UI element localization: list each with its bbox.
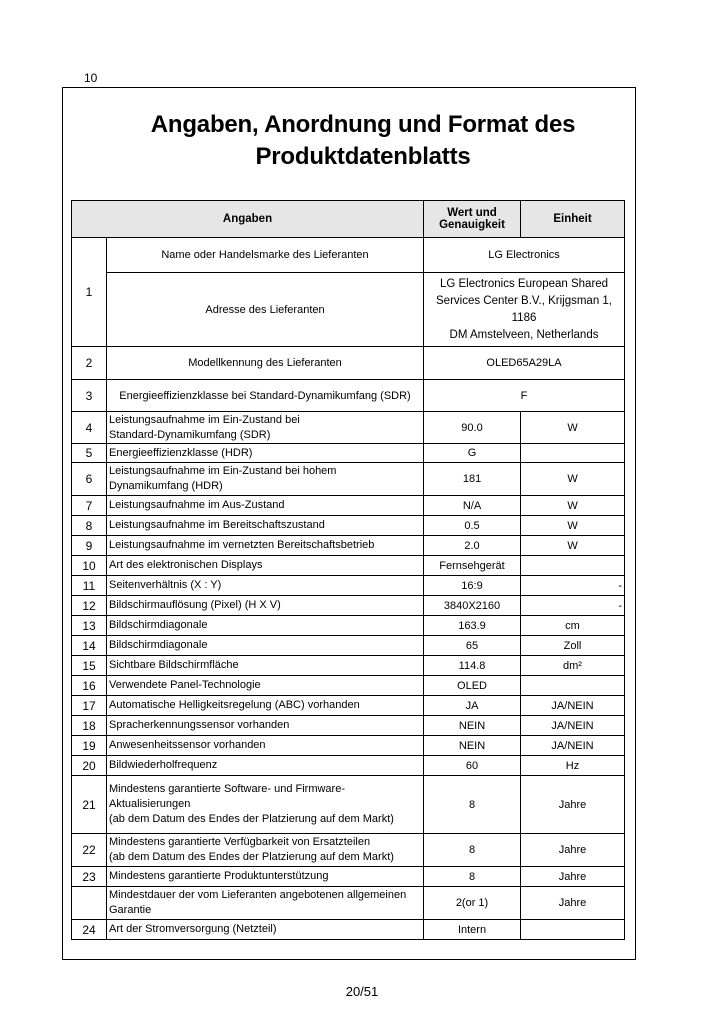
row-label: Sichtbare Bildschirmfläche [107, 656, 424, 676]
row-unit: Hz [521, 756, 625, 776]
row-label: Bildschirmdiagonale [107, 616, 424, 636]
row-unit: Jahre [521, 834, 625, 867]
row-label: Art des elektronischen Displays [107, 556, 424, 576]
row-number: 8 [72, 516, 107, 536]
row-value: NEIN [424, 716, 521, 736]
row-number: 2 [72, 347, 107, 380]
row-number: 23 [72, 867, 107, 887]
row-value: 65 [424, 636, 521, 656]
table-row [72, 444, 625, 463]
row-unit: W [521, 536, 625, 556]
row-number: 3 [72, 380, 107, 412]
row-unit: - [521, 596, 625, 616]
row-value: 8 [424, 834, 521, 867]
row-value: 163.9 [424, 616, 521, 636]
header-angaben: Angaben [72, 201, 424, 238]
row-label: Verwendete Panel-Technologie [107, 676, 424, 696]
row-unit [521, 556, 625, 576]
page-number-top: 10 [84, 71, 98, 85]
row-label: Leistungsaufnahme im Aus-Zustand [107, 496, 424, 516]
row-number: 13 [72, 616, 107, 636]
table-row [72, 887, 625, 920]
table-row [72, 380, 625, 412]
table-row [72, 576, 625, 596]
row-value: 16:9 [424, 576, 521, 596]
row-label: Leistungsaufnahme im Bereitschaftszustand [107, 516, 424, 536]
row-number [72, 887, 107, 920]
row-unit: Jahre [521, 887, 625, 920]
row-label: Energieeffizienzklasse bei Standard-Dynamikumfang (SDR) [107, 380, 424, 412]
table-row [72, 867, 625, 887]
header-wert: Wert und Genauigkeit [424, 201, 521, 238]
row-label: Mindestdauer der vom Lieferanten angebotenen allgemeinen Garantie [107, 887, 424, 920]
table-row [72, 616, 625, 636]
row-unit: Zoll [521, 636, 625, 656]
row-label: Energieeffizienzklasse (HDR) [107, 444, 424, 463]
row-unit: Jahre [521, 776, 625, 834]
table-row [72, 636, 625, 656]
product-data-table [71, 200, 625, 940]
row-label: Modellkennung des Lieferanten [107, 347, 424, 380]
row-value: 90.0 [424, 412, 521, 444]
table-row [72, 412, 625, 444]
row-label: Adresse des Lieferanten [107, 273, 424, 347]
row-number: 19 [72, 736, 107, 756]
row-value: Intern [424, 920, 521, 940]
row-unit: - [521, 576, 625, 596]
row-label: Automatische Helligkeitsregelung (ABC) vorhanden [107, 696, 424, 716]
row-value: 114.8 [424, 656, 521, 676]
row-number: 18 [72, 716, 107, 736]
header-einheit: Einheit [521, 201, 625, 238]
row-number: 14 [72, 636, 107, 656]
row-value: LG Electronics European Shared Services Center B.V., Krijgsman 1, 1186 DM Amstelveen, Netherlands [424, 273, 625, 347]
row-value: OLED65A29LA [424, 347, 625, 380]
row-number: 4 [72, 412, 107, 444]
row-label: Bildschirmauflösung (Pixel) (H X V) [107, 596, 424, 616]
row-unit: W [521, 463, 625, 496]
row-number: 6 [72, 463, 107, 496]
row-value: 2.0 [424, 536, 521, 556]
table-row [72, 273, 625, 347]
page-footer-number: 20/51 [345, 984, 379, 999]
table-row [72, 656, 625, 676]
table-row [72, 776, 625, 834]
row-label: Name oder Handelsmarke des Lieferanten [107, 238, 424, 273]
row-value: 0.5 [424, 516, 521, 536]
table-row [72, 756, 625, 776]
row-number: 21 [72, 776, 107, 834]
row-number: 16 [72, 676, 107, 696]
table-row [72, 238, 625, 273]
row-label: Leistungsaufnahme im Ein-Zustand bei Standard-Dynamikumfang (SDR) [107, 412, 424, 444]
table-row [72, 834, 625, 867]
row-value: 60 [424, 756, 521, 776]
row-value: 8 [424, 776, 521, 834]
row-value: 181 [424, 463, 521, 496]
table-row [72, 920, 625, 940]
page-title: Angaben, Anordnung und Format des Produktdatenblatts [150, 111, 576, 170]
row-number: 17 [72, 696, 107, 716]
row-value: 2(or 1) [424, 887, 521, 920]
row-number: 20 [72, 756, 107, 776]
table-row [72, 716, 625, 736]
row-unit: W [521, 412, 625, 444]
row-unit: W [521, 516, 625, 536]
table-header [72, 201, 625, 238]
row-unit [521, 676, 625, 696]
row-number: 12 [72, 596, 107, 616]
row-value: Fernsehgerät [424, 556, 521, 576]
table-row [72, 596, 625, 616]
row-number: 22 [72, 834, 107, 867]
row-number: 10 [72, 556, 107, 576]
row-label: Spracherkennungssensor vorhanden [107, 716, 424, 736]
row-unit: JA/NEIN [521, 716, 625, 736]
row-number: 9 [72, 536, 107, 556]
table-row [72, 496, 625, 516]
row-unit: cm [521, 616, 625, 636]
row-unit: Jahre [521, 867, 625, 887]
table-row [72, 516, 625, 536]
row-label: Leistungsaufnahme im Ein-Zustand bei hohem Dynamikumfang (HDR) [107, 463, 424, 496]
row-label: Bildschirmdiagonale [107, 636, 424, 656]
table-row [72, 676, 625, 696]
row-unit: dm² [521, 656, 625, 676]
row-number: 15 [72, 656, 107, 676]
row-value: 8 [424, 867, 521, 887]
row-value: N/A [424, 496, 521, 516]
row-label: Mindestens garantierte Produktunterstützung [107, 867, 424, 887]
row-value: LG Electronics [424, 238, 625, 273]
row-label: Bildwiederholfrequenz [107, 756, 424, 776]
row-number: 24 [72, 920, 107, 940]
table-row [72, 736, 625, 756]
row-unit: JA/NEIN [521, 696, 625, 716]
row-label: Seitenverhältnis (X : Y) [107, 576, 424, 596]
row-unit: W [521, 496, 625, 516]
table-row [72, 696, 625, 716]
table-row [72, 536, 625, 556]
row-value: G [424, 444, 521, 463]
row-unit [521, 920, 625, 940]
row-number: 7 [72, 496, 107, 516]
row-number: 5 [72, 444, 107, 463]
row-value: 3840X2160 [424, 596, 521, 616]
row-label: Mindestens garantierte Verfügbarkeit von Ersatzteilen (ab dem Datum des Endes der Platzierung auf dem Markt) [107, 834, 424, 867]
row-value: F [424, 380, 625, 412]
row-label: Leistungsaufnahme im vernetzten Bereitschaftsbetrieb [107, 536, 424, 556]
row-label: Anwesenheitssensor vorhanden [107, 736, 424, 756]
row-number: 1 [72, 238, 107, 347]
row-value: OLED [424, 676, 521, 696]
row-number: 11 [72, 576, 107, 596]
table-row [72, 347, 625, 380]
table-row [72, 556, 625, 576]
table-row [72, 463, 625, 496]
row-value: NEIN [424, 736, 521, 756]
row-label: Art der Stromversorgung (Netzteil) [107, 920, 424, 940]
row-label: Mindestens garantierte Software- und Firmware-Aktualisierungen (ab dem Datum des Endes der Platzierung auf dem Markt) [107, 776, 424, 834]
row-unit [521, 444, 625, 463]
row-value: JA [424, 696, 521, 716]
row-unit: JA/NEIN [521, 736, 625, 756]
